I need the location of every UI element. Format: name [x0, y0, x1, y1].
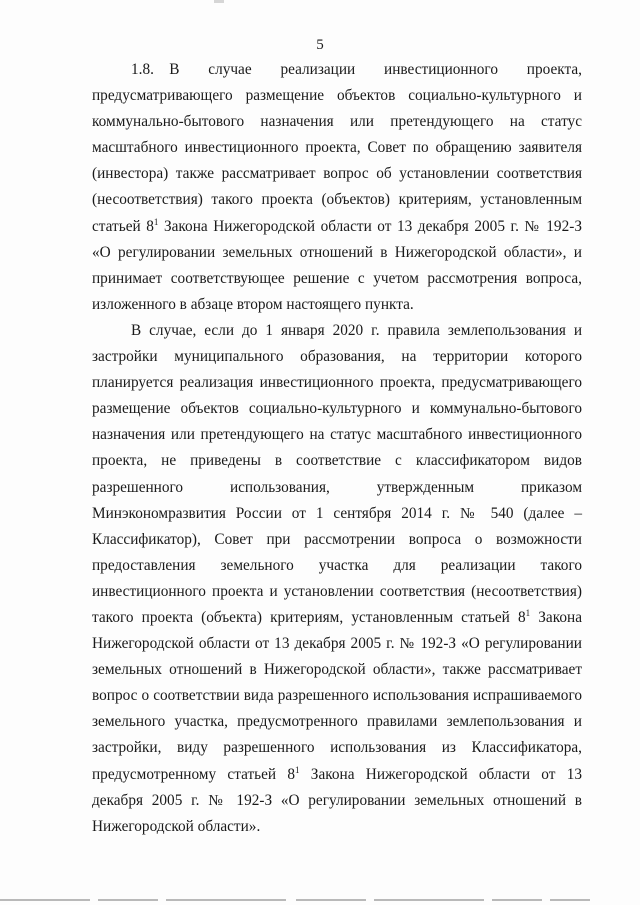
text-line: проекта, не приведены в соответствие с классификатором видов [92, 452, 582, 470]
text-line: масштабного инвестиционного проекта, Совет по обращению заявителя [92, 139, 582, 157]
text-line: Нижегородской области». [92, 817, 261, 835]
text-line: (несоответствия) такого проекта (объектов) критериям, установленным [92, 191, 582, 209]
text-line: предоставления земельного участка для реализации такого [92, 556, 582, 574]
text-line: застройки муниципального образования, на территории которого [92, 348, 582, 366]
text-line: 1.8. В случае реализации инвестиционного проекта, [131, 61, 582, 78]
page-number: 5 [316, 37, 324, 53]
text-line: такого проекта (объекта) критериям, установленным статьей $8^1$ Закона [92, 607, 582, 626]
text-line: (инвестора) также рассматривает вопрос об установлении соответствия [92, 165, 582, 183]
text-line: Минэкономразвития России от 1 сентября 2014 г. № 540 (далее – [92, 504, 582, 522]
scan-artifact [214, 0, 224, 3]
text-line: назначения или претендующего на статус масштабного инвестиционного [92, 426, 582, 444]
scan-footer-artifact [0, 899, 640, 902]
text-line: вопрос о соответствии вида разрешенного использования испрашиваемого [92, 687, 582, 705]
text-line: планируется реализация инвестиционного проекта, предусматривающего [92, 374, 582, 392]
text-line: предусмотренному статьей $8^1$ Закона Нижегородской области от 13 [92, 764, 583, 783]
text-line: Нижегородской области от 13 декабря 2005 г. № 192-З «О регулировании [92, 635, 582, 653]
text-line: «О регулировании земельных отношений в Нижегородской области», и [92, 243, 582, 261]
text-line: декабря 2005 г. № 192-З «О регулировании земельных отношений в [92, 791, 582, 809]
text-line: земельных отношений в Нижегородской области», также рассматривает [92, 661, 582, 679]
text-line: застройки, виду разрешенного использования из Классификатора, [92, 739, 582, 757]
text-line: статьей $8^1$ Закона Нижегородской области от 13 декабря 2005 г. № 192-З [92, 216, 582, 235]
text-line: В случае, если до 1 января 2020 г. правила землепользования и [131, 321, 582, 339]
text-line: размещение объектов социально-культурного и коммунально-бытового [92, 400, 582, 418]
text-line: предусматривающего размещение объектов социально-культурного и [92, 87, 582, 105]
text-line: земельного участка, предусмотренного правилами землепользования и [92, 713, 582, 731]
text-line: изложенного в абзаце втором настоящего пункта. [92, 295, 414, 313]
document-body [92, 57, 582, 840]
text-line: разрешенного использования, утвержденным приказом [92, 478, 582, 496]
text-line: Классификатор), Совет при рассмотрении вопроса о возможности [92, 530, 582, 548]
text-line: коммунально-бытового назначения или претендующего на статус [92, 113, 582, 131]
text-line: принимает соответствующее решение с учетом рассмотрения вопроса, [92, 269, 582, 287]
text-line: инвестиционного проекта и установлении соответствия (несоответствия) [92, 582, 582, 600]
